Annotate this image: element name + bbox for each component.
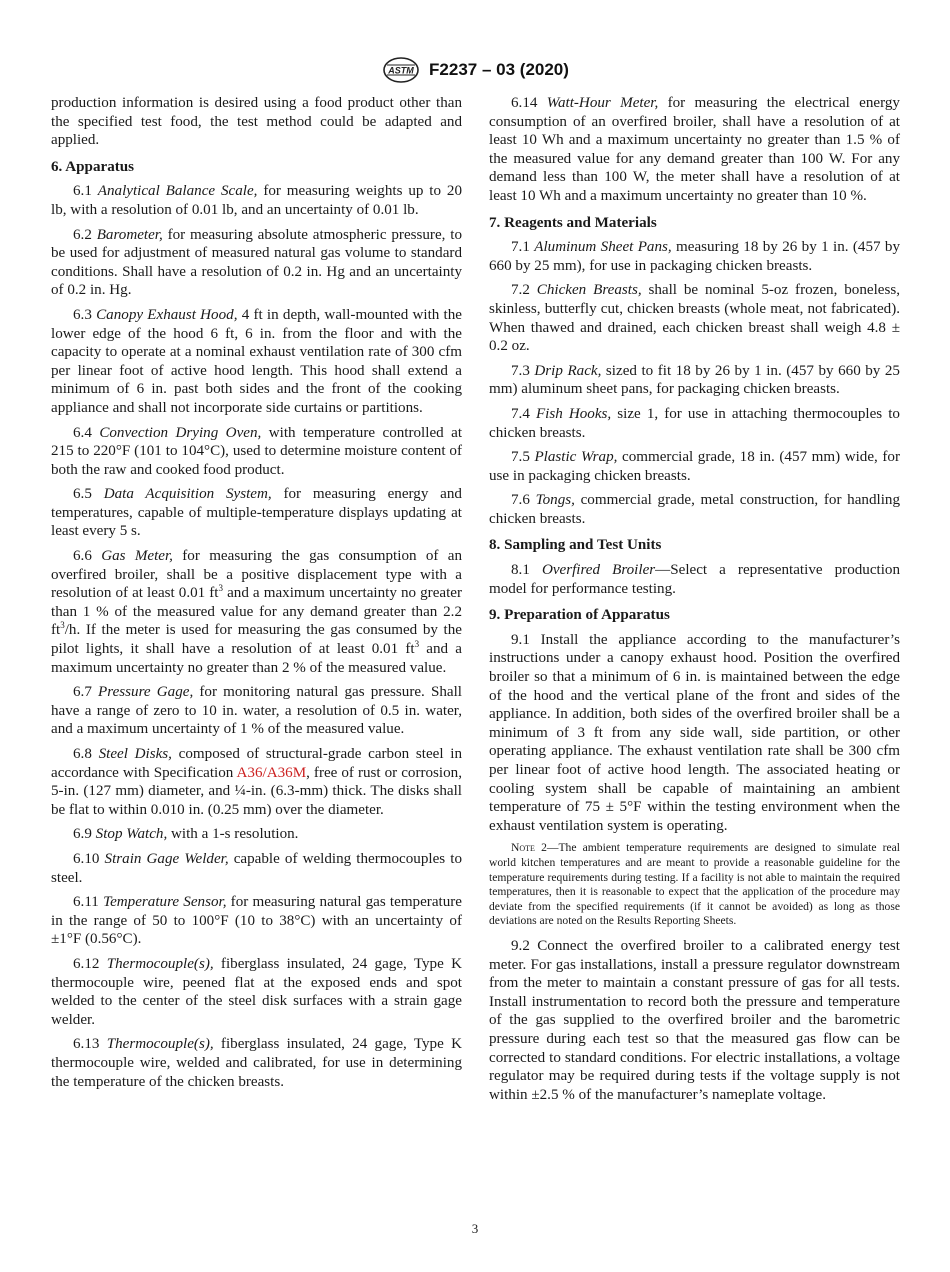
paragraph-6-13: 6.13 Thermocouple(s), fiberglass insulated, 24 gage, Type K thermocouple wire, welded and calibrated, for use in determining the temperature of the chicken breasts. [51,1036,462,1090]
paragraph-6-2: 6.2 Barometer, for measuring absolute atmospheric pressure, to be used for adjustment of measured natural gas volume to standard conditions. Shall have a resolution of 0.2 in. Hg and an uncertainty of 0.2 in. Hg. [51,226,462,299]
paragraph-6-9: 6.9 Stop Watch, with a 1-s resolution. [73,826,299,843]
svg-text:ASTM: ASTM [388,65,414,76]
paragraph-7-2: 7.2 Chicken Breasts, shall be nominal 5-oz frozen, boneless, skinless, butterfly cut, chicken breasts (whole meat, not fabricated). When thawed and drained, each chicken breast shall weigh 4.8 ± 0.2 oz. [489,282,900,355]
paragraph-7-5: 7.5 Plastic Wrap, commercial grade, 18 in. (457 mm) wide, for use in packaging chicken breasts. [489,449,900,484]
paragraph-6-3: 6.3 Canopy Exhaust Hood, 4 ft in depth, wall-mounted with the lower edge of the hood 6 ft, 6 in. from the floor and with the capacity to operate at a nominal exhaust ventilation rate of 300 cfm per linear foot of active hood length. This hood shall extend a minimum of 6 in. past both sides and the front of the cooking appliance and shall not incorporate side curtains or partitions. [51,306,462,416]
paragraph-6-11: 6.11 Temperature Sensor, for measuring natural gas temperature in the range of 50 to 100°F (10 to 38°C) with an uncertainty of ±1°F (0.56°C). [51,894,462,948]
paragraph-6-5: 6.5 Data Acquisition System, for measuring energy and temperatures, capable of multiple-temperature displays updating at least every 5 s. [51,486,462,540]
standard-designation: F2237 – 03 (2020) [429,60,569,79]
astm-logo-icon [381,56,421,84]
paragraph-6-6: 6.6 Gas Meter, for measuring the gas consumption of an overfired broiler, shall be a positive displacement type with a resolution of at least 0.01 $ft^3$ and a maximum uncertainty no greater than 1 % of the measured value for any demand greater than 2.2 $ft^3/h$. If the meter is used for measuring the gas consumed by the pilot lights, it shall have a resolution of at least 0.01 $ft^3$ and a maximum uncertainty no greater than 2 % of the measured value. [51,548,463,676]
paragraph-6-14: 6.14 Watt-Hour Meter, for measuring the electrical energy consumption of an overfired broiler, shall have a resolution of at least 10 Wh and a maximum uncertainty no greater than 1.5 % of the measured value for any demand greater than 100 W. For any demand less than 100 W, the meter shall have a resolution of at least 10 Wh and a maximum uncertainty no greater than 10 %. [489,95,900,204]
specification-a36-link[interactable]: A36/A36M [236,764,307,781]
page-number: 3 [471,1221,479,1236]
note-2: Note 2—The ambient temperature requirements are designed to simulate real world kitchen temperatures and are meant to provide a reasonable guideline for the temperature requirements during testing. If a facility is not able to maintain the required temperatures, then it is reasonable to expect that the application of the procedure may deviate from the specified requirements (if it cannot be avoided) as long as those deviations are noted on the Results Reporting Sheets. [489,841,900,928]
paragraph-9-1: 9.1 Install the appliance according to the manufacturer’s instructions under a canopy exhaust hood. Position the overfired broiler so that a minimum of 6 in. is maintained between the edge of the hood and the vertical plane of the front and sides of the appliance. In addition, both sides of the overfired broiler shall be a minimum of 3 ft from any side wall, side partition, or other operating appliance. The exhaust ventilation rate shall be 300 cfm per linear foot of active hood length. The associated heating or cooling system shall be capable of maintaining an ambient temperature of 75 ± 5°F within the testing environment when the exhaust ventilation system is operating. [489,631,900,834]
paragraph-9-2: 9.2 Connect the overfired broiler to a calibrated energy test meter. For gas installations, install a pressure regulator downstream from the meter to maintain a constant pressure of gas for all tests. Install instrumentation to record both the pressure and temperature of the gas supplied to the overfired broiler and the barometric pressure during each test so that the measured gas flow can be corrected to standard conditions. For electric installations, a voltage regulator may be required during tests if the voltage supply is not within ±2.5 % of the manufacturer’s nameplate voltage. [489,937,900,1103]
paragraph-7-6: 7.6 Tongs, commercial grade, metal construction, for handling chicken breasts. [489,492,901,527]
right-column [489,94,900,1110]
left-column [51,94,462,1097]
section-6-heading: 6. Apparatus [51,158,135,175]
section-7-heading: 7. Reagents and Materials [489,214,657,231]
section-9-heading: 9. Preparation of Apparatus [489,607,670,624]
section-8-heading: 8. Sampling and Test Units [489,537,662,554]
page-header [0,56,950,84]
paragraph-7-1: 7.1 Aluminum Sheet Pans, measuring 18 by 26 by 1 in. (457 by 660 by 25 mm), for use in packaging chicken breasts. [489,239,901,274]
paragraph-6-8: 6.8 Steel Disks, composed of structural-grade carbon steel in accordance with Specification A36/A36M, free of rust or corrosion, 5-in. (127 mm) diameter, and ¼-in. (6.3-mm) thick. The disks shall be flat to within 0.010 in. (0.25 mm) over the diameter. [51,746,463,818]
paragraph-6-10: 6.10 Strain Gage Welder, capable of welding thermocouples to steel. [51,850,463,886]
paragraph-6-1: 6.1 Analytical Balance Scale, for measuring weights up to 20 lb, with a resolution of 0.01 lb, and an uncertainty of 0.01 lb. [51,183,462,218]
paragraph-6-7: 6.7 Pressure Gage, for monitoring natural gas pressure. Shall have a range of zero to 10 in. water, a resolution of 0.5 in. water, and a maximum uncertainty of 1 % of the measured value. [51,684,463,738]
paragraph-7-3: 7.3 Drip Rack, sized to fit 18 by 26 by 1 in. (457 by 660 by 25 mm) aluminum sheet pans, for packaging chicken breasts. [489,362,900,398]
intro-paragraph: production information is desired using a food product other than the specified test food, the test method could be adapted and applied. [51,95,462,149]
paragraph-6-4: 6.4 Convection Drying Oven, with temperature controlled at 215 to 220°F (101 to 104°C), used to determine moisture content of both the raw and cooked food product. [51,424,463,478]
paragraph-7-4: 7.4 Fish Hooks, size 1, for use in attaching thermocouples to chicken breasts. [489,405,900,441]
paragraph-6-12: 6.12 Thermocouple(s), fiberglass insulated, 24 gage, Type K thermocouple wire, peened flat at the exposed ends and spot welded to the center of the steel disk surfaces with a strain gage welder. [51,955,462,1028]
paragraph-8-1: 8.1 Overfired Broiler—Select a representative production model for performance testing. [489,562,901,597]
